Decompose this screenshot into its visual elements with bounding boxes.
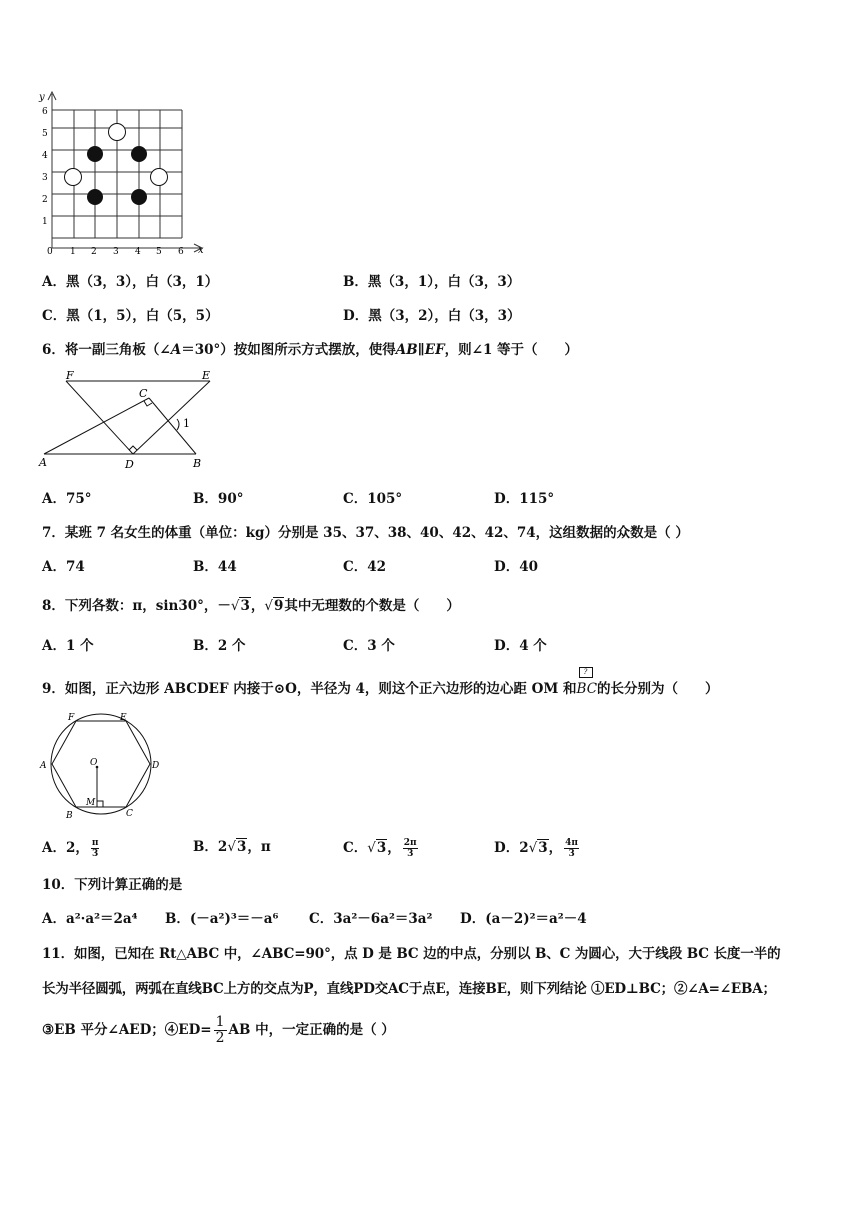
option-text: 黑（3，1），白（3，3） (367, 274, 521, 290)
option-text: 黑（3，2），白（3，3） (368, 308, 521, 324)
option-letter: C． (343, 491, 368, 507)
label-1: 1 (183, 417, 190, 430)
option-letter: D． (343, 308, 369, 324)
option-text: 黑（3，3），白（3，1） (65, 274, 219, 290)
denominator: 2 (215, 1030, 225, 1046)
q11-text: ③EB 平分∠AED；④ED= (42, 1022, 212, 1038)
option-letter: B． (343, 274, 368, 290)
fraction-one-half (214, 1015, 227, 1046)
q9-stem (42, 668, 719, 698)
label-e: E (202, 370, 211, 382)
y-tick: 4 (42, 151, 48, 161)
label-b: B (66, 811, 73, 821)
option-text: a²·a²＝2a⁴ (65, 911, 138, 927)
y-axis-label: y (39, 92, 45, 103)
x-tick: 6 (178, 247, 184, 257)
option-text: (－a²)³＝－a⁶ (189, 911, 279, 927)
q8-text: ， (250, 598, 265, 614)
denominator: 3 (407, 849, 414, 859)
x-tick: 5 (156, 247, 162, 257)
q10-option-c[interactable] (309, 910, 432, 928)
option-text: 2， (65, 840, 89, 856)
q7-stem: 7．某班 7 名女生的体重（单位：kg）分别是 35、37、38、40、42、42、74，这组数据的众数是（ ） (42, 525, 689, 541)
x-tick: 0 (47, 247, 53, 257)
q6-option-c[interactable] (343, 490, 402, 508)
x-axis-label: x (198, 245, 204, 256)
numerator: 4π (565, 838, 578, 848)
option-text: ，π (247, 839, 271, 855)
q7-option-d[interactable] (494, 558, 538, 576)
label-f: F (66, 370, 74, 382)
coordinate-grid-figure (36, 88, 216, 260)
q7-option-c[interactable] (343, 558, 386, 576)
fraction (91, 838, 100, 859)
q10-option-d[interactable] (460, 910, 587, 928)
black-stone (87, 146, 103, 162)
arc-bc (576, 668, 598, 698)
radical-sign: √ (528, 840, 538, 856)
y-tick: 3 (42, 173, 48, 183)
option-letter: A． (42, 911, 66, 927)
radicand: 3 (538, 840, 548, 856)
option-text: 40 (519, 559, 539, 575)
q5-option-c[interactable] (42, 307, 219, 325)
q8-text: 其中无理数的个数是（ ） (284, 598, 460, 614)
q11-line-2: 长为半径圆弧，两弧在直线BC上方的交点为P，直线PD交AC于点E，连接BE，则下列结论 ①ED⊥BC；②∠A=∠EBA； (42, 981, 776, 997)
option-letter: C． (309, 911, 334, 927)
label-c: C (126, 809, 133, 819)
q9-option-d[interactable] (494, 838, 581, 859)
white-stone (151, 169, 168, 186)
option-text: 90° (217, 491, 244, 507)
radical-sign: √ (227, 839, 236, 855)
option-text: 2 (519, 840, 529, 856)
q6-text: 6．将一副三角板（ (42, 342, 160, 358)
option-letter: C． (343, 559, 368, 575)
radical-sign: √ (264, 598, 273, 614)
label-o: O (90, 758, 98, 768)
q6-stem (42, 341, 578, 359)
q8-stem (42, 597, 460, 615)
label-c: C (139, 387, 148, 400)
option-text: 2 (217, 839, 228, 855)
option-text: ， (387, 840, 401, 856)
q10-option-b[interactable] (165, 910, 278, 928)
label-b: B (193, 457, 202, 470)
label-m: M (86, 798, 96, 808)
q8-text: 8．下列各数：π，sin30°，－ (42, 598, 231, 614)
q7-option-a[interactable] (42, 558, 85, 576)
radicand: 3 (236, 839, 247, 855)
q6-triangle-figure (36, 370, 226, 474)
option-letter: C． (343, 638, 368, 654)
q9-hexagon-figure (36, 708, 166, 824)
q6-option-d[interactable] (494, 490, 554, 508)
option-text: 75° (65, 491, 92, 507)
q8-radicand: 3 (240, 598, 250, 614)
label-a: A (39, 456, 47, 469)
q8-option-c[interactable] (343, 637, 395, 655)
option-letter: A． (42, 559, 66, 575)
label-d: D (125, 458, 134, 471)
option-text: 44 (217, 559, 237, 575)
option-text: 42 (367, 559, 387, 575)
option-letter: A． (42, 491, 66, 507)
q6-option-b[interactable] (193, 490, 243, 508)
q8-option-d[interactable] (494, 637, 547, 655)
option-letter: D． (494, 840, 520, 856)
label-f: F (68, 713, 75, 723)
white-stone (109, 124, 126, 141)
q6-text: ＝30°）按如图所示方式摆放，使得 (181, 342, 396, 358)
q9-text: 的长分别为（ ） (597, 681, 719, 697)
option-letter: D． (460, 911, 486, 927)
fraction (564, 838, 579, 859)
white-stone (65, 169, 82, 186)
option-letter: B． (193, 491, 218, 507)
q10-stem: 10．下列计算正确的是 (42, 877, 183, 893)
q6-angle: ∠A (159, 342, 182, 358)
option-letter: D． (494, 559, 520, 575)
numerator: π (91, 838, 99, 848)
q11-line-3 (42, 1015, 395, 1046)
option-letter: A． (42, 840, 66, 856)
x-tick: 4 (135, 247, 141, 257)
q9-option-a[interactable] (42, 838, 101, 859)
x-tick: 3 (113, 247, 119, 257)
q7-option-b[interactable] (193, 558, 237, 576)
numerator: 2π (403, 838, 417, 848)
black-stone (131, 146, 147, 162)
option-text: 2 个 (217, 638, 246, 654)
arc-label: BC (576, 681, 598, 697)
option-text: 74 (65, 559, 85, 575)
q8-option-a[interactable] (42, 637, 94, 655)
option-letter: D． (494, 638, 520, 654)
q9-text: 9．如图，正六边形 ABCDEF 内接于⊙O，半径为 4，则这个正六边形的边心距 OM 和 (42, 681, 577, 697)
option-text: 115° (519, 491, 555, 507)
denominator: 3 (568, 849, 575, 859)
q9-option-c[interactable] (343, 838, 420, 859)
q8-option-b[interactable] (193, 637, 246, 655)
q6-option-a[interactable] (42, 490, 92, 508)
option-text: (a－2)²＝a²－4 (485, 911, 587, 927)
black-stone (87, 189, 103, 205)
option-letter: B． (193, 559, 218, 575)
option-text: 1 个 (65, 638, 94, 654)
radicand: 3 (376, 840, 387, 856)
option-letter: B． (193, 839, 218, 855)
q6-parallel: AB∥EF (395, 342, 445, 358)
option-letter: C． (42, 308, 67, 324)
radical-sign: √ (367, 840, 376, 856)
q5-option-d[interactable] (343, 307, 521, 325)
option-letter: B． (193, 638, 218, 654)
option-text: 3 个 (367, 638, 395, 654)
q5-option-a[interactable] (42, 273, 218, 291)
black-stone (131, 189, 147, 205)
arc-mark-icon: ? (579, 667, 593, 678)
fraction (403, 838, 418, 859)
q11-text: AB 中，一定正确的是（ ） (228, 1022, 395, 1038)
q9-option-b[interactable] (193, 838, 271, 856)
x-tick: 2 (91, 247, 97, 257)
denominator: 3 (92, 849, 99, 859)
option-text: 105° (367, 491, 403, 507)
option-text: ， (548, 840, 563, 856)
option-letter: C． (343, 840, 368, 856)
x-tick: 1 (70, 247, 76, 257)
radical-sign: √ (230, 598, 240, 614)
option-letter: A． (42, 274, 66, 290)
option-text: 4 个 (519, 638, 547, 654)
y-tick: 6 (42, 107, 48, 117)
y-tick: 1 (42, 217, 48, 227)
label-e: E (120, 713, 127, 723)
y-tick: 5 (42, 129, 48, 139)
option-letter: D． (494, 491, 520, 507)
label-d: D (152, 761, 160, 771)
q10-option-a[interactable] (42, 910, 138, 928)
y-tick: 2 (42, 195, 48, 205)
option-letter: B． (165, 911, 190, 927)
option-letter: A． (42, 638, 66, 654)
q6-text: ，则∠1 等于（ ） (444, 342, 579, 358)
q11-line-1: 11．如图，已知在 Rt△ABC 中，∠ABC=90°，点 D 是 BC 边的中点，分别以 B、C 为圆心，大于线段 BC 长度一半的 (42, 946, 781, 962)
option-text: 黑（1，5），白（5，5） (66, 308, 219, 324)
q8-radicand: 9 (273, 598, 284, 614)
label-a: A (40, 761, 47, 771)
numerator: 1 (215, 1014, 225, 1030)
option-text: 3a²－6a²＝3a² (333, 911, 433, 927)
q5-option-b[interactable] (343, 273, 520, 291)
